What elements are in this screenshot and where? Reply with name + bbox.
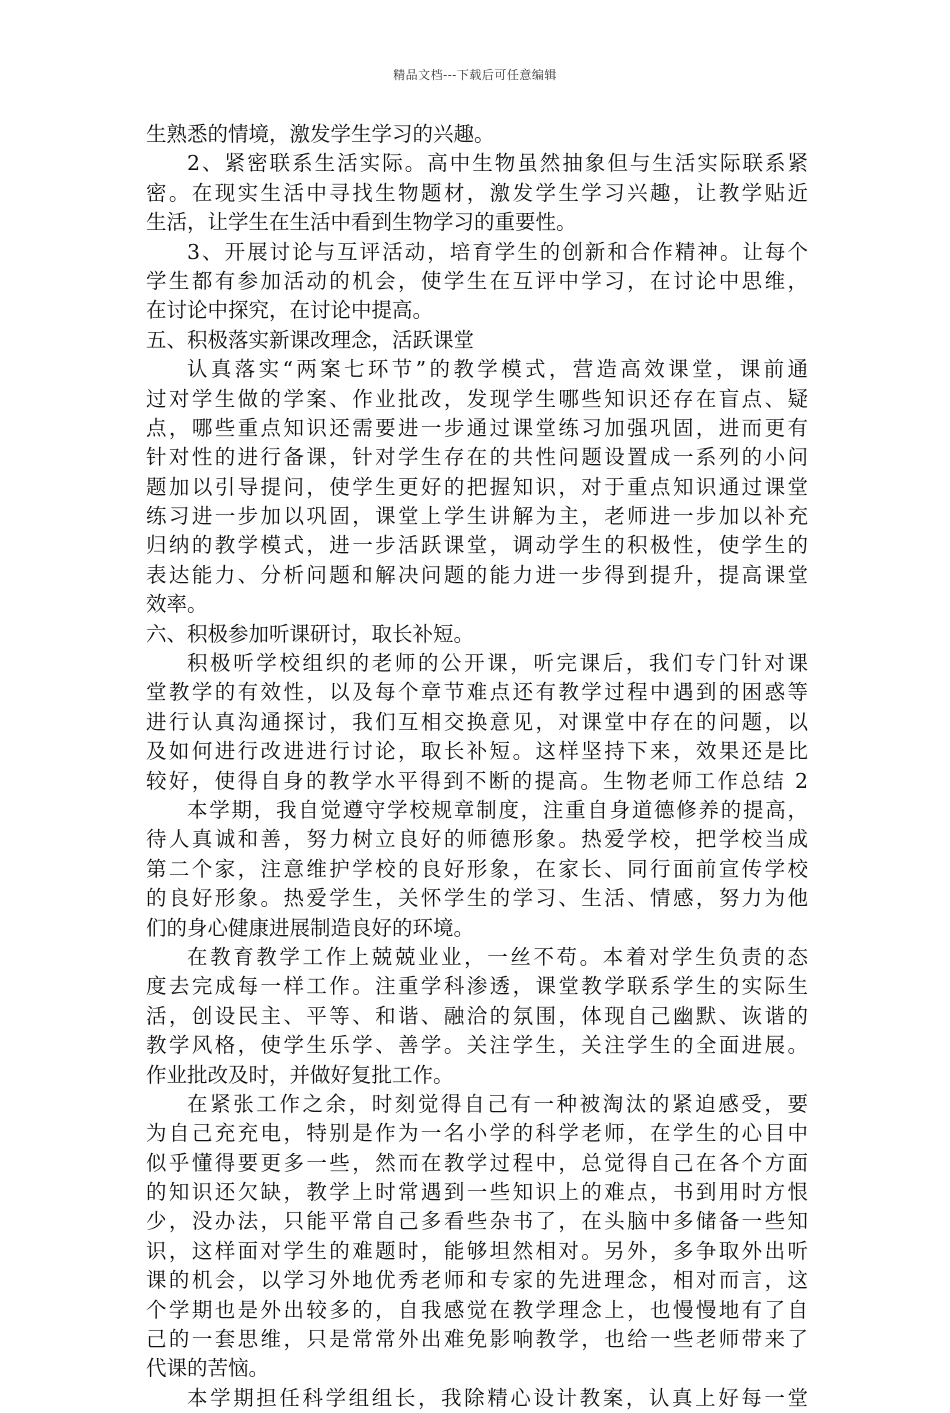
text-line: 过对学生做的学案、作业批改，发现学生哪些知识还存在盲点、疑 xyxy=(146,386,808,411)
text-line: 们的身心健康进展制造良好的环境。 xyxy=(146,915,474,940)
text-line: 生活，让学生在生活中看到生物学习的重要性。 xyxy=(146,210,577,235)
text-line: 认真落实“两案七环节”的教学模式，营造高效课堂，课前通 xyxy=(187,357,808,382)
text-line: 作业批改及时，并做好复批工作。 xyxy=(146,1062,454,1087)
text-line: 活，创设民主、平等、和谐、融洽的氛围，体现自己幽默、诙谐的 xyxy=(146,1003,808,1028)
text-line: 题加以引导提问，使学生更好的把握知识，对于重点知识通过课堂 xyxy=(146,474,808,499)
text-line: 待人真诚和善，努力树立良好的师德形象。热爱学校，把学校当成 xyxy=(146,827,808,852)
text-line: 识，这样面对学生的难题时，能够坦然相对。另外，多争取外出听 xyxy=(146,1238,808,1263)
text-line: 第二个家，注意维护学校的良好形象，在家长、同行面前宣传学校 xyxy=(146,856,808,881)
text-line: 针对性的进行备课，针对学生存在的共性问题设置成一系列的小问 xyxy=(146,445,808,470)
document-body xyxy=(146,120,808,1413)
text-line: 较好，使得自身的教学水平得到不断的提高。生物老师工作总结 2 xyxy=(146,768,808,793)
text-line: 课的机会，以学习外地优秀老师和专家的先进理念，相对而言，这 xyxy=(146,1268,808,1293)
text-line: 归纳的教学模式，进一步活跃课堂，调动学生的积极性，使学生的 xyxy=(146,533,808,558)
text-line: 的知识还欠缺，教学上时常遇到一些知识上的难点，书到用时方恨 xyxy=(146,1180,808,1205)
text-line: 2、紧密联系生活实际。高中生物虽然抽象但与生活实际联系紧 xyxy=(187,151,808,176)
text-line: 堂教学的有效性，以及每个章节难点还有教学过程中遇到的困惑等 xyxy=(146,680,808,705)
text-line: 学生都有参加活动的机会，使学生在互评中学习，在讨论中思维， xyxy=(146,268,808,293)
text-line: 本学期担任科学组组长，我除精心设计教案，认真上好每一堂 xyxy=(187,1385,808,1410)
page-header: 精品文档---下载后可任意编辑 xyxy=(393,68,557,82)
text-line: 生熟悉的情境，激发学生学习的兴趣。 xyxy=(146,122,495,146)
text-line: 进行认真沟通探讨，我们互相交换意见，对课堂中存在的问题，以 xyxy=(146,709,808,734)
text-line: 在讨论中探究，在讨论中提高。 xyxy=(146,298,433,323)
text-line: 六、积极参加听课研讨，取长补短。 xyxy=(146,621,474,646)
text-line: 点，哪些重点知识还需要进一步通过课堂练习加强巩固，进而更有 xyxy=(146,415,808,440)
text-line: 及如何进行改进进行讨论，取长补短。这样坚持下来，效果还是比 xyxy=(146,739,808,764)
text-line: 度去完成每一样工作。注重学科渗透，课堂教学联系学生的实际生 xyxy=(146,974,808,999)
text-line: 个学期也是外出较多的，自我感觉在教学理念上，也慢慢地有了自 xyxy=(146,1297,808,1322)
text-line: 表达能力、分析问题和解决问题的能力进一步得到提升，提高课堂 xyxy=(146,562,808,587)
text-line: 五、积极落实新课改理念，活跃课堂 xyxy=(146,327,474,352)
text-line: 代课的苦恼。 xyxy=(146,1356,269,1381)
text-line: 的良好形象。热爱学生，关怀学生的学习、生活、情感，努力为他 xyxy=(146,886,808,911)
text-line: 3、开展讨论与互评活动，培育学生的创新和合作精神。让每个 xyxy=(187,239,808,264)
text-line: 练习进一步加以巩固，课堂上学生讲解为主，老师进一步加以补充 xyxy=(146,504,808,529)
text-line: 在紧张工作之余，时刻觉得自己有一种被淘汰的紧迫感受，要 xyxy=(187,1091,808,1116)
text-line: 己的一套思维，只是常常外出难免影响教学，也给一些老师带来了 xyxy=(146,1327,808,1352)
text-line: 少，没办法，只能平常自己多看些杂书了，在头脑中多储备一些知 xyxy=(146,1209,808,1234)
text-line: 教学风格，使学生乐学、善学。关注学生，关注学生的全面进展。 xyxy=(146,1033,808,1058)
text-line: 在教育教学工作上兢兢业业，一丝不苟。本着对学生负责的态 xyxy=(187,944,808,969)
text-line: 本学期，我自觉遵守学校规章制度，注重自身道德修养的提高， xyxy=(187,797,808,822)
text-line: 效率。 xyxy=(146,592,208,617)
text-line: 似乎懂得要更多一些，然而在教学过程中，总觉得自己在各个方面 xyxy=(146,1150,808,1175)
text-line: 密。在现实生活中寻找生物题材，激发学生学习兴趣，让教学贴近 xyxy=(146,180,808,205)
text-line: 积极听学校组织的老师的公开课，听完课后，我们专门针对课 xyxy=(187,651,808,676)
text-line: 为自己充充电，特别是作为一名小学的科学老师，在学生的心目中 xyxy=(146,1121,808,1146)
